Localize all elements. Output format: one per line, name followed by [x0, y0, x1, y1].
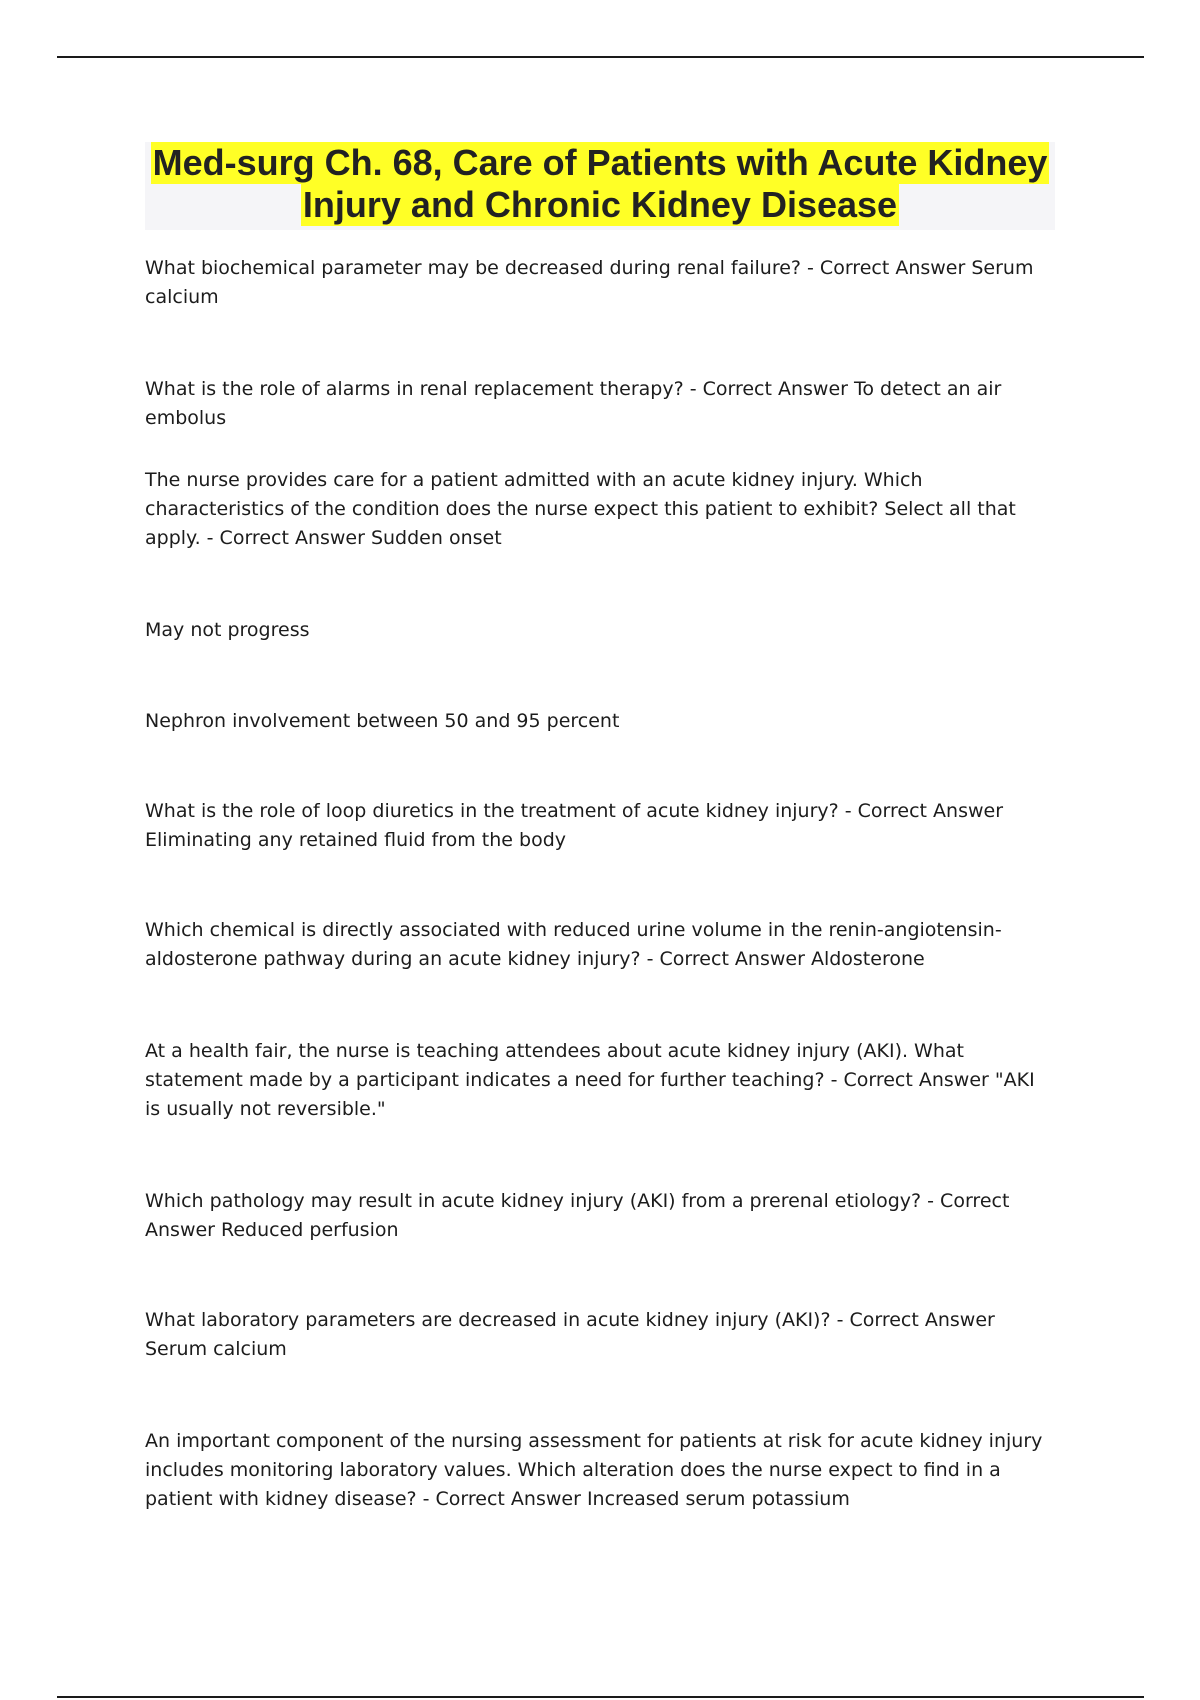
qa-paragraph-1: What biochemical parameter may be decreased during renal failure? - Correct Answer Serum calcium: [145, 257, 1034, 308]
qa-paragraph-11: An important component of the nursing assessment for patients at risk for acute kidney injury includes monitoring laboratory values. Which alteration does the nurse expect to find in a patient with kidney disease? - Correct Answer Increased serum potassium: [145, 1430, 1043, 1510]
qa-paragraph-4: May not progress: [145, 619, 310, 641]
title-line-2: Injury and Chronic Kidney Disease: [302, 184, 898, 225]
qa-paragraph-6: What is the role of loop diuretics in the treatment of acute kidney injury? - Correct Answer Eliminating any retained fluid from the body: [145, 800, 1004, 851]
qa-paragraph-9: Which pathology may result in acute kidney injury (AKI) from a prerenal etiology? - Correct Answer Reduced perfusion: [145, 1190, 1010, 1241]
qa-paragraph-5: Nephron involvement between 50 and 95 percent: [145, 710, 620, 732]
document-title: [145, 142, 1055, 230]
bottom-rule: [57, 1696, 1144, 1698]
title-line-1: Med-surg Ch. 68, Care of Patients with Acute Kidney: [152, 142, 1048, 183]
top-rule: [57, 56, 1144, 58]
qa-paragraph-3: The nurse provides care for a patient admitted with an acute kidney injury. Which characteristics of the condition does the nurse expect this patient to exhibit? Select all that apply. - Correct Answer Sudden onset: [145, 469, 1016, 549]
qa-paragraph-2: What is the role of alarms in renal replacement therapy? - Correct Answer To detect an air embolus: [145, 378, 1002, 429]
qa-paragraph-7: Which chemical is directly associated with reduced urine volume in the renin-angiotensin-aldosterone pathway during an acute kidney injury? - Correct Answer Aldosterone: [145, 919, 1002, 970]
qa-paragraph-10: What laboratory parameters are decreased in acute kidney injury (AKI)? - Correct Answer Serum calcium: [145, 1309, 995, 1360]
qa-paragraph-8: At a health fair, the nurse is teaching attendees about acute kidney injury (AKI). What statement made by a participant indicates a need for further teaching? - Correct Answer "AKI is usually not reversible.": [145, 1040, 1035, 1120]
